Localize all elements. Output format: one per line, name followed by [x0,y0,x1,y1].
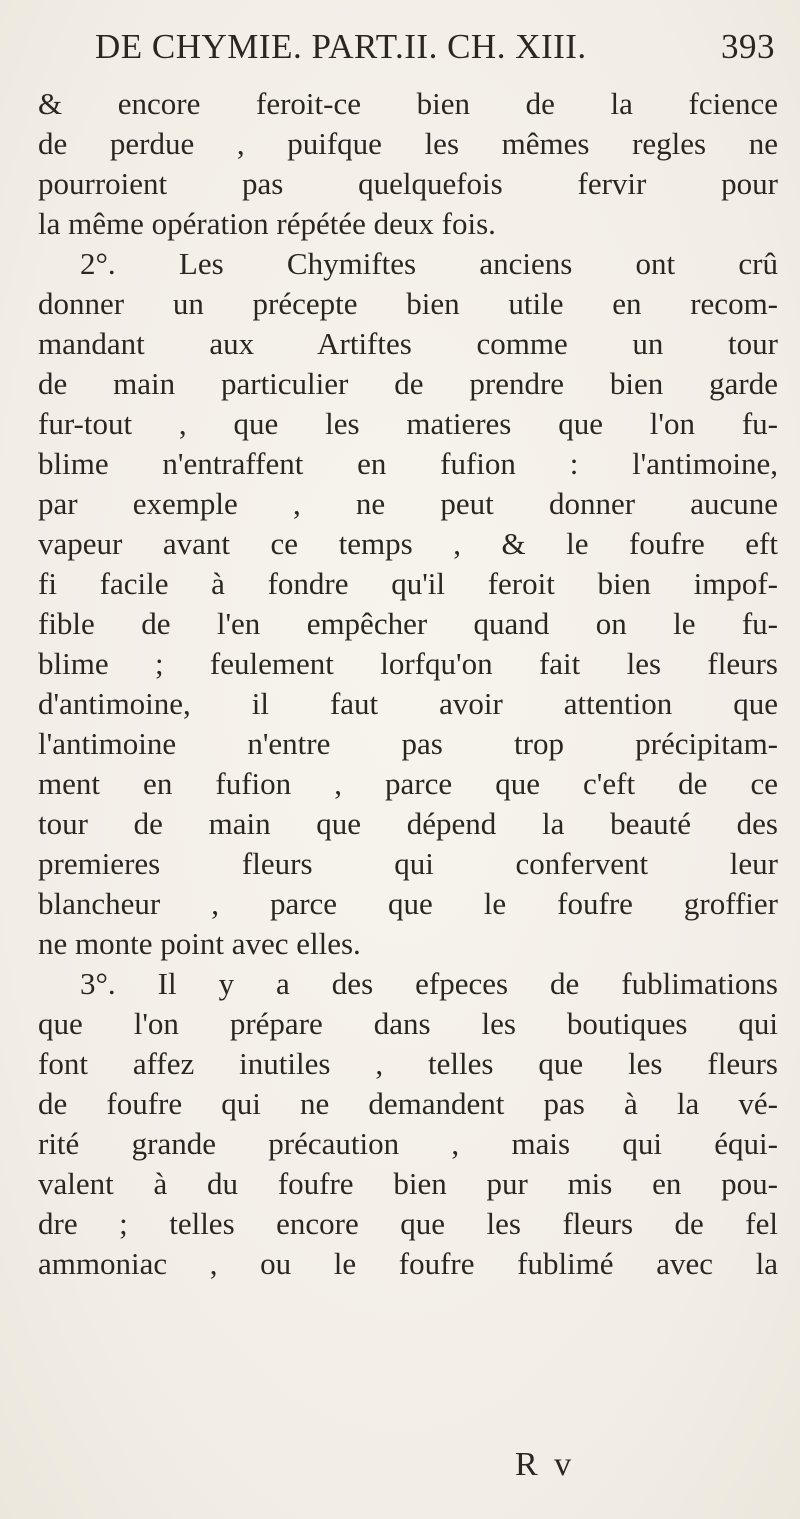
text-line: vapeur avant ce temps , & le foufre eft [38,526,778,561]
text-line: de main particulier de prendre bien garde [38,366,778,401]
text-line: fur-tout , que les matieres que l'on fu- [38,406,778,441]
page-number: 393 [721,27,775,66]
running-header [95,22,785,72]
text-line: 3°. Il y a des efpeces de fublimations [80,966,778,1001]
text-line: font affez inutiles , telles que les fleurs [38,1046,778,1081]
text-line: rité grande précaution , mais qui équi- [38,1126,778,1161]
text-line: d'antimoine, il faut avoir attention que [38,686,778,721]
text-line: que l'on prépare dans les boutiques qui [38,1006,778,1041]
text-line: valent à du foufre bien pur mis en pou- [38,1166,778,1201]
text-line: ammoniac , ou le foufre fublimé avec la [38,1246,778,1281]
text-line: fi facile à fondre qu'il feroit bien impof- [38,566,778,601]
text-line: par exemple , ne peut donner aucune [38,486,778,521]
text-line: blime ; feulement lorfqu'on fait les fleurs [38,646,778,681]
text-line: fible de l'en empêcher quand on le fu- [38,606,778,641]
text-line: 2°. Les Chymiftes anciens ont crû [80,246,778,281]
text-line: tour de main que dépend la beauté des [38,806,778,841]
text-line: blime n'entraffent en fufion : l'antimoine, [38,446,778,481]
text-line: mandant aux Artiftes comme un tour [38,326,778,361]
text-line: l'antimoine n'entre pas trop précipitam- [38,726,778,761]
text-line: blancheur , parce que le foufre groffier [38,886,778,921]
header-title: DE CHYMIE. PART.II. CH. XIII. [95,27,587,66]
body-text [38,84,778,1284]
text-line: & encore feroit-ce bien de la fcience [38,86,778,121]
text-line: dre ; telles encore que les fleurs de fel [38,1206,778,1241]
text-line: de foufre qui ne demandent pas à la vé- [38,1086,778,1121]
text-line: pourroient pas quelquefois fervir pour [38,166,778,201]
text-line: donner un précepte bien utile en recom- [38,286,778,321]
text-line: de perdue , puifque les mêmes regles ne [38,126,778,161]
text-line: premieres fleurs qui confervent leur [38,846,778,881]
text-line: la même opération répétée deux fois. [38,206,496,241]
text-line: ne monte point avec elles. [38,926,361,961]
signature-mark: R v [515,1446,576,1483]
text-line: ment en fufion , parce que c'eft de ce [38,766,778,801]
